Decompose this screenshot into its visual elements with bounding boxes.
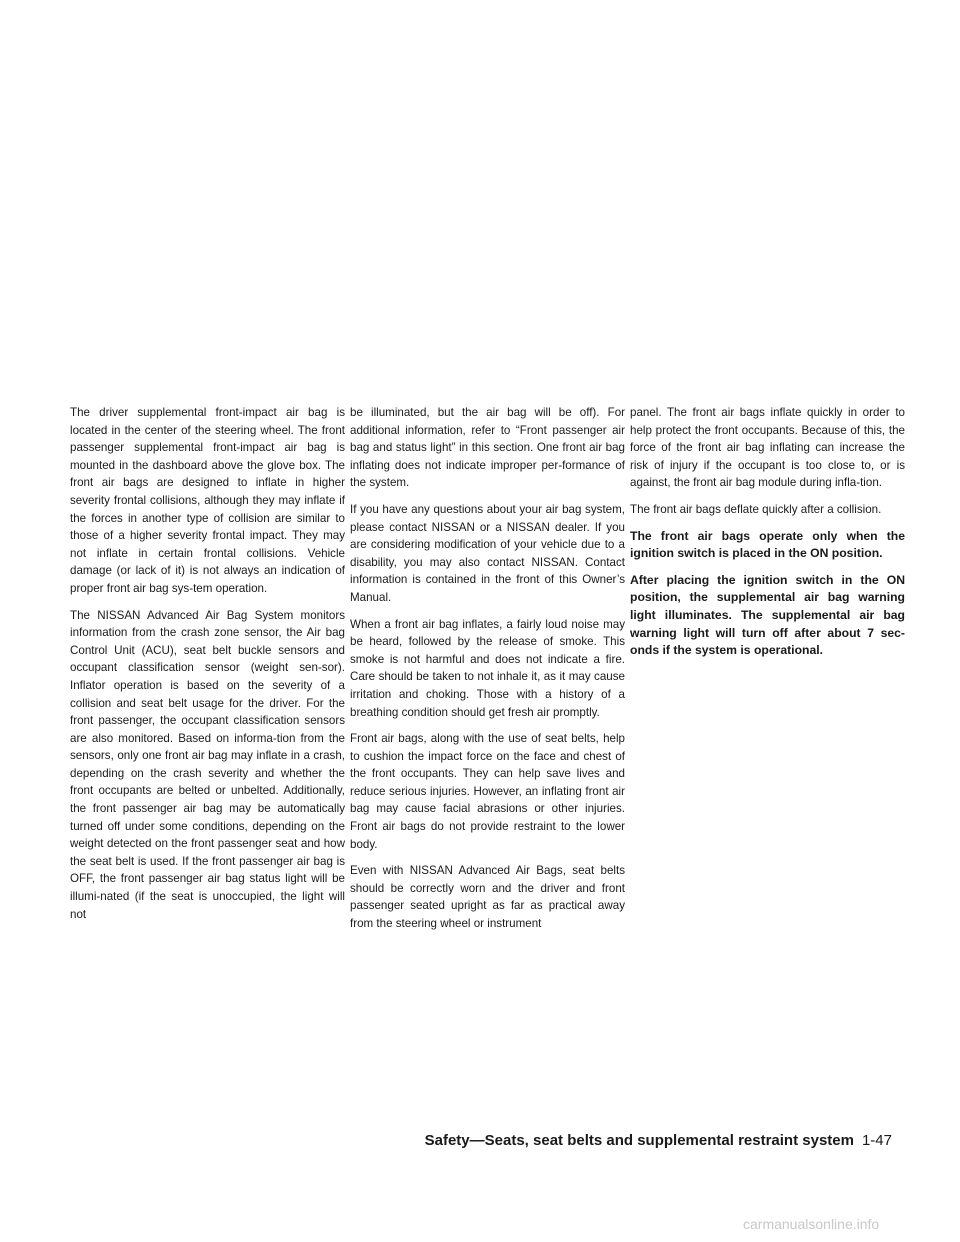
paragraph: Front air bags, along with the use of seat belts, help to cushion the impact force on the face and chest of the front occupants. They can help save lives and reduce serious injuries. However, an inflating front air bag may cause facial abrasions or other injuries. Front air bags do not provide restraint to the lower body. — [350, 732, 625, 851]
paragraph: When a front air bag inflates, a fairly loud noise may be heard, followed by the release of smoke. This smoke is not harmful and does not indicate a fire. Care should be taken to not inhale it, as it may cause irritation and choking. Those with a history of a breathing condition should get fresh air promptly. — [350, 617, 625, 719]
paragraph: be illuminated, but the air bag will be off). For additional information, refer to “Front passenger air bag and status light” in this section. One front air bag inflating does not indicate improper per-formance of the system. — [350, 406, 625, 490]
text-column-1 — [70, 404, 345, 932]
section-title: Safety—Seats, seat belts and supplemental restraint system — [424, 1132, 854, 1149]
paragraph: The driver supplemental front-impact air bag is located in the center of the steering wheel. The front passenger supplemental front-impact air bag is mounted in the dashboard above the glove box. The front air bags are designed to inflate in higher severity frontal collisions, although they may inflate if the forces in another type of collision are similar to those of a higher severity frontal impact. They may not inflate in certain frontal collisions. Vehicle damage (or lack of it) is not always an indication of proper front air bag sys-tem operation. — [70, 406, 345, 595]
bold-paragraph: After placing the ignition switch in the ON position, the supplemental air bag warning light illuminates. The supplemental air bag warning light will turn off after about 7 sec-onds if the system is operational. — [630, 572, 905, 658]
paragraph: The NISSAN Advanced Air Bag System monitors information from the crash zone sensor, the Air bag Control Unit (ACU), seat belt buckle sensors and occupant classification sensor (weight sen-sor). Inflator operation is based on the severity of a collision and seat belt usage for the driver. For the front passenger, the occupant classification sensors are also monitored. Based on informa-tion from the sensors, only one front air bag may inflate in a crash, depending on the crash severity and whether the front occupants are belted or unbelted. Additionally, the front passenger air bag may be automatically turned off under some conditions, depending on the weight detected on the front passenger seat and how the seat belt is used. If the front passenger air bag is OFF, the front passenger air bag status light will be illumi-nated (if the seat is unoccupied, the light will not — [70, 608, 345, 921]
page-footer — [400, 1132, 892, 1150]
paragraph: Even with NISSAN Advanced Air Bags, seat belts should be correctly worn and the driver and front passenger seated upright as far as practical away from the steering wheel or instrument — [350, 864, 625, 931]
bold-paragraph: The front air bags operate only when the ignition switch is placed in the ON position. — [630, 528, 905, 561]
paragraph: panel. The front air bags inflate quickly in order to help protect the front occupants. Because of this, the force of the front air bag inflating can increase the risk of injury if the occupant is too close to, or is against, the front air bag module during infla-tion. — [630, 406, 905, 490]
paragraph: If you have any questions about your air bag system, please contact NISSAN or a NISSAN dealer. If you are considering modification of your vehicle due to a disability, you may also contact NISSAN. Contact information is contained in the front of this Owner’s Manual. — [350, 502, 625, 604]
watermark: carmanualsonline.info — [743, 1216, 880, 1232]
text-column-2 — [350, 404, 625, 942]
text-column-3 — [630, 404, 905, 669]
paragraph: The front air bags deflate quickly after a collision. — [630, 502, 882, 516]
page-number: 1-47 — [861, 1132, 892, 1149]
